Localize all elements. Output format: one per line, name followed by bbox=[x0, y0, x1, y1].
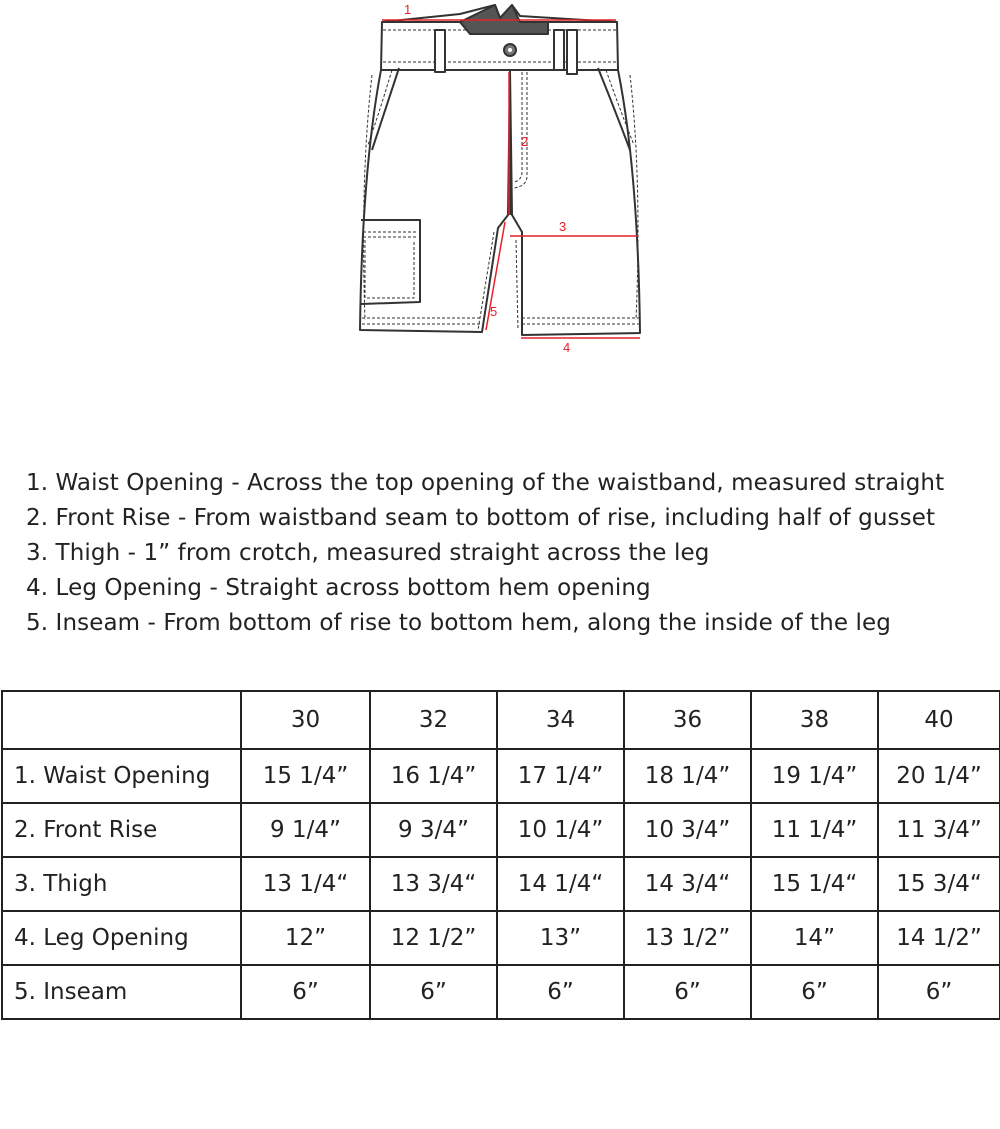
table-cell: 16 1/4” bbox=[370, 749, 497, 803]
table-cell: 15 1/4” bbox=[241, 749, 370, 803]
table-cell: 9 3/4” bbox=[370, 803, 497, 857]
row-label: 2. Front Rise bbox=[2, 803, 241, 857]
header-cell: 30 bbox=[241, 691, 370, 749]
table-cell: 17 1/4” bbox=[497, 749, 624, 803]
marker-1: 1 bbox=[404, 2, 412, 17]
table-row bbox=[2, 911, 1000, 965]
table-cell: 18 1/4” bbox=[624, 749, 751, 803]
header-cell: 36 bbox=[624, 691, 751, 749]
table-cell: 6” bbox=[370, 965, 497, 1019]
table-row bbox=[2, 803, 1000, 857]
marker-3: 3 bbox=[559, 219, 567, 234]
header-cell: 32 bbox=[370, 691, 497, 749]
header-cell: 38 bbox=[751, 691, 878, 749]
table-cell: 15 1/4“ bbox=[751, 857, 878, 911]
table-cell: 20 1/4” bbox=[878, 749, 1000, 803]
table-cell: 14 3/4“ bbox=[624, 857, 751, 911]
marker-2: 2 bbox=[521, 134, 529, 149]
table-cell: 12 1/2” bbox=[370, 911, 497, 965]
table-cell: 12” bbox=[241, 911, 370, 965]
table-cell: 6” bbox=[497, 965, 624, 1019]
table-cell: 11 3/4” bbox=[878, 803, 1000, 857]
row-label: 1. Waist Opening bbox=[2, 749, 241, 803]
table-row bbox=[2, 965, 1000, 1019]
table-cell: 6” bbox=[624, 965, 751, 1019]
header-cell: 34 bbox=[497, 691, 624, 749]
row-label: 4. Leg Opening bbox=[2, 911, 241, 965]
table-cell: 14 1/4“ bbox=[497, 857, 624, 911]
table-cell: 13” bbox=[497, 911, 624, 965]
table-cell: 14” bbox=[751, 911, 878, 965]
table-row bbox=[2, 749, 1000, 803]
table-cell: 14 1/2” bbox=[878, 911, 1000, 965]
row-label: 3. Thigh bbox=[2, 857, 241, 911]
marker-5: 5 bbox=[490, 304, 498, 319]
cargo-pocket bbox=[361, 220, 420, 304]
belt-loop bbox=[554, 30, 564, 70]
size-chart-table bbox=[1, 690, 1000, 1020]
table-cell: 10 3/4” bbox=[624, 803, 751, 857]
table-cell: 13 1/4“ bbox=[241, 857, 370, 911]
legend-item: 2. Front Rise - From waistband seam to bottom of rise, including half of gusset bbox=[26, 505, 936, 531]
table-cell: 19 1/4” bbox=[751, 749, 878, 803]
legend-item: 1. Waist Opening - Across the top opening of the waistband, measured straight bbox=[26, 470, 945, 496]
legend-item: 4. Leg Opening - Straight across bottom hem opening bbox=[26, 575, 651, 601]
table-cell: 10 1/4” bbox=[497, 803, 624, 857]
table-cell: 13 3/4“ bbox=[370, 857, 497, 911]
row-label: 5. Inseam bbox=[2, 965, 241, 1019]
table-cell: 9 1/4” bbox=[241, 803, 370, 857]
table-cell: 6” bbox=[751, 965, 878, 1019]
table-cell: 6” bbox=[878, 965, 1000, 1019]
belt-loop bbox=[567, 30, 577, 74]
table-header-row bbox=[2, 691, 1000, 749]
legend-item: 5. Inseam - From bottom of rise to bottom hem, along the inside of the leg bbox=[26, 610, 891, 636]
legend-item: 3. Thigh - 1” from crotch, measured straight across the leg bbox=[26, 540, 710, 566]
belt-loop bbox=[435, 30, 445, 72]
left-pocket bbox=[372, 68, 399, 150]
table-cell: 11 1/4” bbox=[751, 803, 878, 857]
header-cell: 40 bbox=[878, 691, 1000, 749]
table-cell: 13 1/2” bbox=[624, 911, 751, 965]
table-cell: 6” bbox=[241, 965, 370, 1019]
left-leg bbox=[360, 70, 510, 332]
measurement-legend bbox=[26, 466, 986, 641]
shorts-diagram bbox=[340, 0, 660, 360]
header-cell bbox=[2, 691, 241, 749]
marker-4: 4 bbox=[563, 340, 571, 355]
table-cell: 15 3/4“ bbox=[878, 857, 1000, 911]
table-row bbox=[2, 857, 1000, 911]
